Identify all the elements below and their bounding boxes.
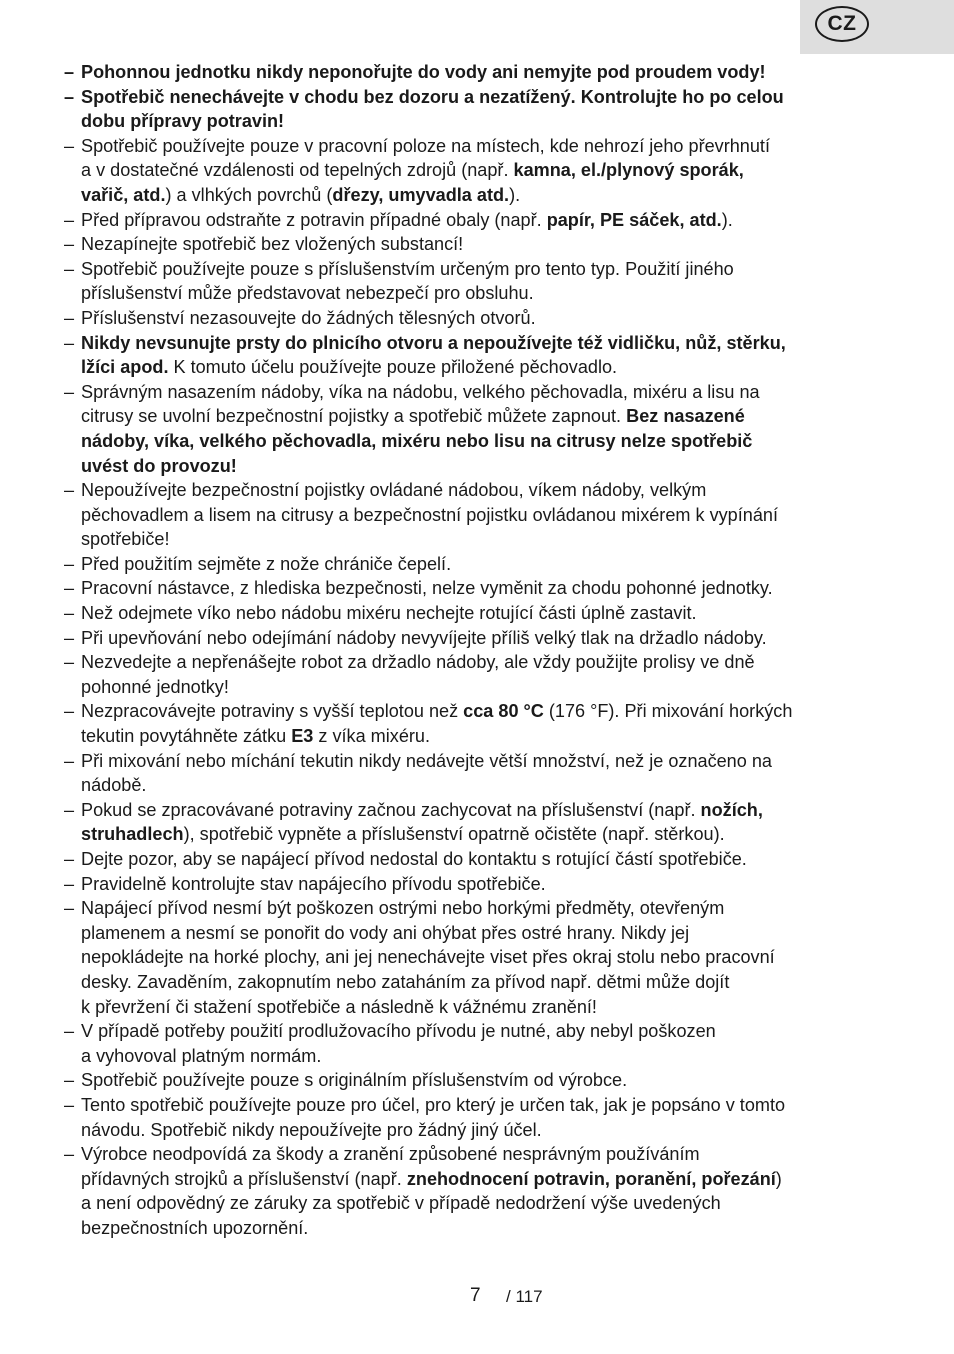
instruction-emphasis: lžíci apod. xyxy=(81,357,169,378)
instruction-text: Pracovní nástavce, z hlediska bezpečnosti, nelze vyměnit za chodu pohonné jednotky. xyxy=(81,578,773,599)
instruction-item xyxy=(64,650,894,699)
instruction-text: desky. Zavaděním, zakopnutím nebo zataháním za přívod např. dětmi může dojít xyxy=(81,971,730,992)
instruction-text: ) a vlhkých povrchů ( xyxy=(165,184,333,205)
instruction-text: spotřebiče! xyxy=(81,529,170,550)
instruction-text: Před přípravou odstraňte z potravin případné obaly (např. xyxy=(81,209,547,230)
instruction-text: citrusy se uvolní bezpečnostní pojistky a spotřebič můžete zapnout. xyxy=(81,406,627,427)
instruction-text: Pohonnou jednotku nikdy neponořujte do vody ani nemyjte pod proudem vody! xyxy=(81,62,766,82)
instruction-text: Nezapínejte spotřebič bez vložených substancí! xyxy=(81,234,464,255)
instruction-emphasis: znehodnocení potravin, poranění, pořezání xyxy=(406,1168,776,1189)
instruction-text: K tomuto účelu používejte pouze přiložené pěchovadlo. xyxy=(168,357,618,378)
language-badge: CZ xyxy=(815,6,869,42)
instruction-emphasis: papír, PE sáček, atd. xyxy=(546,209,722,230)
instruction-text: Pokud se zpracovávané potraviny začnou zachycovat na příslušenství (např. xyxy=(81,799,701,820)
instruction-item xyxy=(64,749,894,798)
instruction-text: a v dostatečné vzdálenosti od tepelných zdrojů (např. xyxy=(81,160,514,181)
page-number: 7 xyxy=(470,1285,481,1306)
instruction-text: dobu přípravy potravin! xyxy=(81,111,285,132)
instruction-text: k převržení či stažení spotřebiče a následně k vážnému zranění! xyxy=(81,996,597,1017)
instruction-text: Pravidelně kontrolujte stav napájecího přívodu spotřebiče. xyxy=(81,873,546,894)
instruction-text: Dejte pozor, aby se napájecí přívod nedostal do kontaktu s rotující částí spotřebiče. xyxy=(81,849,747,869)
instruction-text: tekutin povytáhněte zátku xyxy=(81,726,292,747)
instruction-text: bezpečnostních upozornění. xyxy=(81,1217,309,1238)
instruction-text: plamenem a nesmí se ponořit do vody ani ohýbat přes ostré hrany. Nikdy jej xyxy=(81,922,690,943)
instruction-emphasis: vařič, atd. xyxy=(81,184,166,205)
instruction-text: ). xyxy=(721,209,733,230)
instruction-text: Příslušenství nezasouvejte do žádných tělesných otvorů. xyxy=(81,307,536,328)
instruction-text: (176 °F). Při mixování horkých xyxy=(543,701,793,722)
instruction-item xyxy=(64,699,894,748)
instruction-text: Spotřebič nenechávejte v chodu bez dozoru a nezatížený. Kontrolujte ho po celou xyxy=(81,86,784,107)
instruction-text: Tento spotřebič používejte pouze pro účel, pro který je určen tak, jak je popsáno v tomto xyxy=(81,1094,786,1115)
instruction-emphasis: struhadlech xyxy=(81,824,184,845)
instruction-text: Správným nasazením nádoby, víka na nádobu, velkého pěchovadla, mixéru a lisu na xyxy=(81,381,760,402)
instruction-text: Výrobce neodpovídá za škody a zranění způsobené nesprávným používáním xyxy=(81,1144,700,1165)
instruction-text: ), spotřebič vypněte a příslušenství opatrně očistěte (např. stěrkou). xyxy=(183,824,725,845)
instruction-text: ). xyxy=(509,184,521,205)
instruction-item xyxy=(64,552,894,577)
instruction-text: V případě potřeby použití prodlužovacího přívodu je nutné, aby nebyl poškozen xyxy=(81,1021,716,1042)
instruction-item xyxy=(64,380,894,478)
instruction-item xyxy=(64,60,894,85)
instruction-emphasis: cca 80 °C xyxy=(463,701,544,722)
instruction-emphasis: E3 xyxy=(291,726,314,747)
safety-instructions-list xyxy=(64,60,894,1241)
instruction-text: příslušenství může představovat nebezpečí pro obsluhu. xyxy=(81,283,534,304)
instruction-item xyxy=(64,1093,894,1142)
instruction-emphasis: Nikdy nevsunujte prsty do plnicího otvoru a nepoužívejte též vidličku, nůž, stěrku, xyxy=(81,332,786,353)
instruction-text: nepokládejte na horké plochy, ani jej nenechávejte viset přes okraj stolu nebo pracovní xyxy=(81,947,775,968)
instruction-text: návodu. Spotřebič nikdy nepoužívejte pro žádný jiný účel. xyxy=(81,1119,542,1140)
instruction-item xyxy=(64,306,894,331)
instruction-item xyxy=(64,208,894,233)
instruction-text: Spotřebič používejte pouze s příslušenstvím určeným pro tento typ. Použití jiného xyxy=(81,258,734,279)
instruction-item xyxy=(64,85,894,134)
instruction-item xyxy=(64,1019,894,1068)
instruction-text: z víka mixéru. xyxy=(313,726,431,747)
instruction-item xyxy=(64,896,894,1019)
instruction-text: nádobě. xyxy=(81,775,147,796)
instruction-item xyxy=(64,134,894,208)
instruction-text: a vyhovoval platným normám. xyxy=(81,1045,322,1066)
instruction-text: Než odejmete víko nebo nádobu mixéru nechejte rotující části úplně zastavit. xyxy=(81,603,697,624)
instruction-text: Spotřebič používejte pouze s originálním příslušenstvím od výrobce. xyxy=(81,1070,628,1091)
instruction-text: Napájecí přívod nesmí být poškozen ostrými nebo horkými předměty, otevřeným xyxy=(81,898,725,919)
instruction-emphasis: uvést do provozu! xyxy=(81,455,237,476)
instruction-text: pěchovadlem a lisem na citrusy a bezpečnostní pojistku ovládanou mixérem k vypínání xyxy=(81,504,778,525)
instruction-emphasis: kamna, el./plynový sporák, xyxy=(513,160,744,181)
instruction-text: Nezpracovávejte potraviny s vyšší teplotou než xyxy=(81,701,464,722)
instruction-text: přídavných strojků a příslušenství (např. xyxy=(81,1168,407,1189)
instruction-item xyxy=(64,232,894,257)
instruction-item xyxy=(64,257,894,306)
instruction-text: Při mixování nebo míchání tekutin nikdy nedávejte větší množství, než je označeno na xyxy=(81,750,772,771)
instruction-text: pohonné jednotky! xyxy=(81,676,229,697)
instruction-emphasis: nádoby, víka, velkého pěchovadla, mixéru nebo lisu na citrusy nelze spotřebič xyxy=(81,430,753,451)
instruction-text: Při upevňování nebo odejímání nádoby nevyvíjejte příliš velký tlak na držadlo nádoby. xyxy=(81,627,767,648)
instruction-item xyxy=(64,847,894,872)
page-total: / 117 xyxy=(506,1287,543,1306)
instruction-text: Nezvedejte a nepřenášejte robot za držadlo nádoby, ale vždy použijte prolisy ve dně xyxy=(81,652,755,673)
instruction-emphasis: dřezy, umyvadla atd. xyxy=(332,184,510,205)
instruction-text: Spotřebič používejte pouze v pracovní poloze na místech, kde nehrozí jeho převrhnutí xyxy=(81,135,770,156)
instruction-text: ) xyxy=(775,1168,782,1189)
instruction-item xyxy=(64,1142,894,1240)
instruction-item xyxy=(64,478,894,552)
instruction-item xyxy=(64,626,894,651)
instruction-emphasis: Bez nasazené xyxy=(626,406,745,427)
instruction-text: Nepoužívejte bezpečnostní pojistky ovládané nádobou, víkem nádoby, velkým xyxy=(81,480,707,501)
instruction-text: Před použitím sejměte z nože chrániče čepelí. xyxy=(81,553,452,574)
instruction-item xyxy=(64,576,894,601)
instruction-emphasis: nožích, xyxy=(700,799,763,820)
instruction-item xyxy=(64,798,894,847)
instruction-item xyxy=(64,1068,894,1093)
instruction-item xyxy=(64,872,894,897)
instruction-item xyxy=(64,331,894,380)
instruction-text: a není odpovědný ze záruky za spotřebič v případě nedodržení výše uvedených xyxy=(81,1193,721,1214)
instruction-item xyxy=(64,601,894,626)
